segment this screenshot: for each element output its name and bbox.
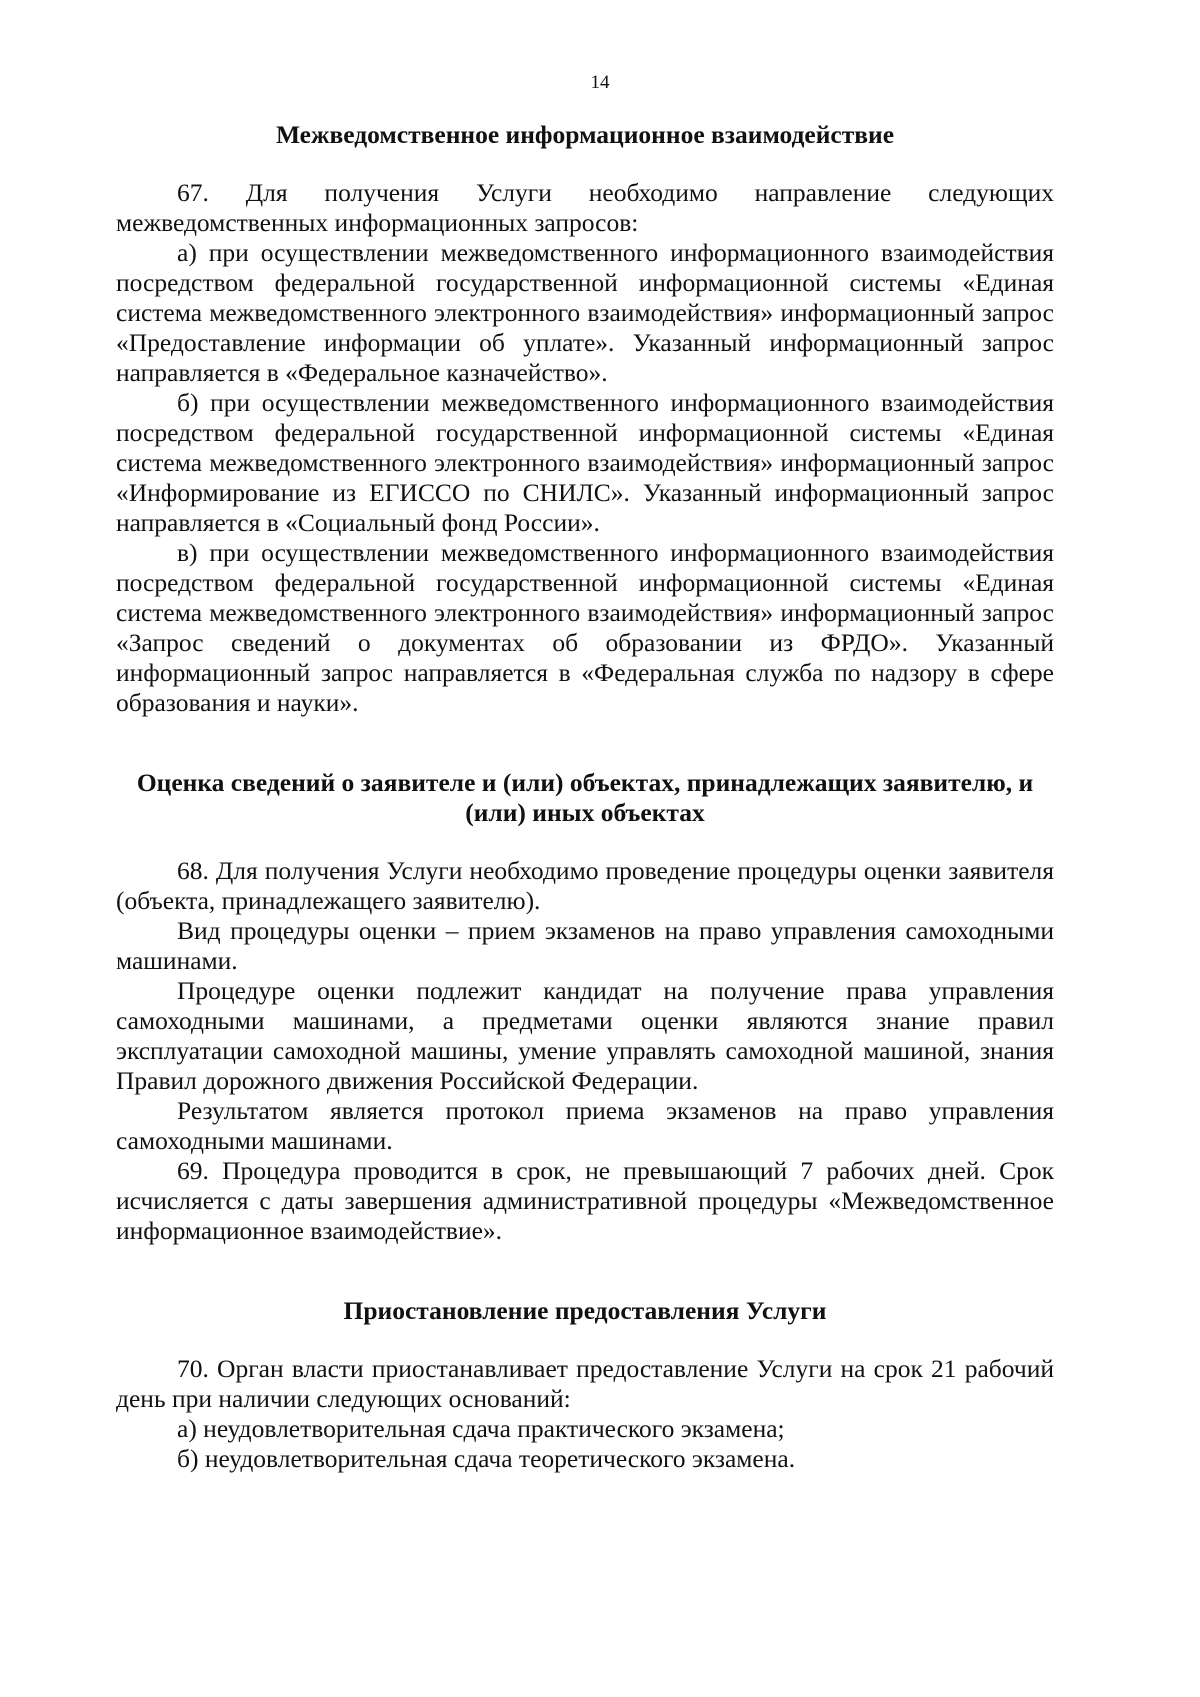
paragraph-68-subject: Процедуре оценки подлежит кандидат на получение права управления самоходными машинами, а предметами оценки являются знание правил эксплуатации самоходной машины, умение управлять самоходной машиной, знания Правил дорожного движения Российской Федерации. (116, 976, 1054, 1095)
paragraph-67-b: б) при осуществлении межведомственного информационного взаимодействия посредством федеральной государственной информационной системы «Единая система межведомственного электронного взаимодействия» информационный запрос «Информирование из ЕГИССО по СНИЛС». Указанный информационный запрос направляется в «Социальный фонд России». (116, 388, 1054, 537)
paragraph-67-v: в) при осуществлении межведомственного информационного взаимодействия посредством федеральной государственной информационной системы «Единая система межведомственного электронного взаимодействия» информационный запрос «Запрос сведений о документах об образовании из ФРДО». Указанный информационный запрос направляется в «Федеральная служба по надзору в сфере образования и науки». (116, 538, 1054, 717)
paragraph-69: 69. Процедура проводится в срок, не превышающий 7 рабочих дней. Срок исчисляется с даты завершения административной процедуры «Межведомственное информационное взаимодействие». (116, 1156, 1054, 1245)
paragraph-68-result: Результатом является протокол приема экзаменов на право управления самоходными машинами. (116, 1096, 1054, 1155)
paragraph-70: 70. Орган власти приостанавливает предоставление Услуги на срок 21 рабочий день при наличии следующих оснований: (116, 1354, 1054, 1413)
section-heading-suspension: Приостановление предоставления Услуги (343, 1296, 827, 1325)
paragraph-68: 68. Для получения Услуги необходимо проведение процедуры оценки заявителя (объекта, принадлежащего заявителю). (116, 856, 1054, 915)
paragraph-70-a: а) неудовлетворительная сдача практического экзамена; (177, 1414, 785, 1443)
document-body (116, 120, 1054, 1474)
paragraph-68-procedure-type: Вид процедуры оценки – прием экзаменов на право управления самоходными машинами. (116, 916, 1054, 975)
paragraph-67: 67. Для получения Услуги необходимо направление следующих межведомственных информационных запросов: (116, 178, 1054, 237)
page-number: 14 (590, 72, 610, 93)
paragraph-67-a: а) при осуществлении межведомственного информационного взаимодействия посредством федеральной государственной информационной системы «Единая система межведомственного электронного взаимодействия» информационный запрос «Предоставление информации об уплате». Указанный информационный запрос направляется в «Федеральное казначейство». (116, 238, 1054, 387)
section-heading-interagency: Межведомственное информационное взаимодействие (275, 120, 895, 149)
section-heading-applicant-assessment: Оценка сведений о заявителе и (или) объектах, принадлежащих заявителю, и (или) иных объектах (136, 768, 1034, 827)
paragraph-70-b: б) неудовлетворительная сдача теоретического экзамена. (177, 1444, 796, 1473)
